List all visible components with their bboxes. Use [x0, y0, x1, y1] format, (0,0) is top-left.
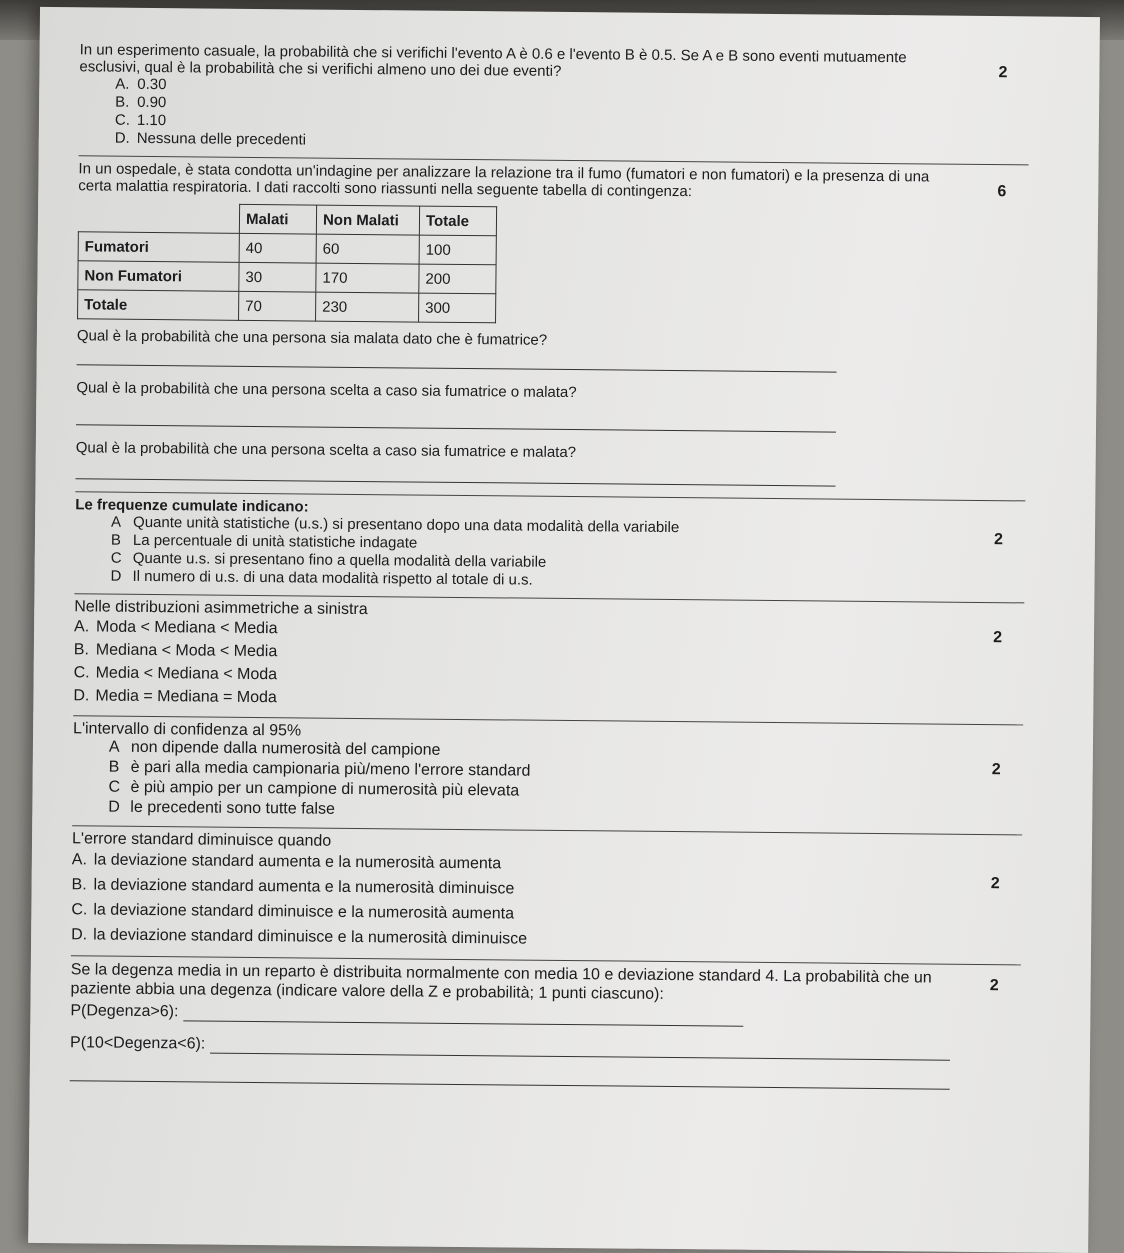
table-header: Totale [419, 206, 496, 236]
option-letter: B [110, 531, 122, 549]
table-cell: 100 [419, 235, 496, 265]
answer-row [70, 1002, 950, 1028]
question-stem: Le frequenze cumulate indicano: [75, 496, 309, 516]
option-text: 1.10 [136, 111, 167, 130]
option-letter: A. [115, 75, 130, 93]
question-stem: Se la degenza media in un reparto è distribuita normalmente con media 10 e deviazione standard 4. La probabilità che un paziente abbia una degenza (indicare valore della Z e probabilità; 1 punti ciascuno): [70, 961, 932, 1003]
option-letter: A [111, 513, 122, 531]
option-text: Quante u.s. si presentano fino a quella modalità della variabile [132, 549, 547, 571]
table-header: Malati [239, 204, 316, 234]
question-points: 2 [989, 977, 999, 995]
answer-line[interactable] [70, 1062, 950, 1089]
option-letter: A [108, 738, 120, 756]
option-letter: D. [114, 129, 130, 147]
question-points: 2 [991, 761, 1001, 779]
option-text: Mediana < Moda < Media [95, 641, 278, 661]
option-letter: B [108, 758, 120, 776]
option-text: La percentuale di unità statistiche indagate [132, 531, 418, 552]
option-text: Media < Mediana < Moda [95, 664, 278, 684]
question-4 [73, 594, 1024, 725]
option-letter: C [110, 549, 122, 567]
question-points: 2 [990, 875, 1000, 893]
answer-label: P(10<Degenza<6): [70, 1034, 206, 1053]
row-label: Fumatori [78, 232, 239, 263]
option-letter: D [110, 567, 122, 585]
option-text: 0.90 [137, 93, 167, 112]
table-corner [78, 203, 239, 234]
option-text: Il numero di u.s. di una data modalità rispetto al totale di u.s. [132, 567, 533, 589]
answer-label: P(Degenza>6): [70, 1002, 179, 1021]
option-letter: B. [73, 641, 90, 659]
question-points: 2 [993, 629, 1003, 647]
option-text: la deviazione standard aumenta e la numerosità aumenta [93, 851, 502, 873]
question-1 [79, 37, 1030, 165]
question-7 [70, 956, 1021, 1102]
option-text: Media = Mediana = Moda [95, 687, 277, 707]
question-3 [74, 492, 1025, 603]
question-points: 2 [998, 64, 1008, 82]
subquestion: Qual è la probabilità che una persona scelta a caso sia fumatrice e malata? [75, 439, 577, 462]
table-cell: 60 [316, 234, 419, 264]
option-letter: D. [71, 926, 88, 944]
answer-line[interactable] [183, 1020, 743, 1026]
table-row [78, 232, 496, 265]
option-letter: A. [73, 618, 90, 636]
questions-table [70, 37, 1030, 1102]
table-header: Non Malati [316, 205, 419, 235]
option-text: la deviazione standard diminuisce e la numerosità diminuisce [93, 926, 528, 948]
table-cell: 70 [239, 291, 316, 321]
table-cell: 40 [239, 233, 316, 263]
option-letter: B. [115, 93, 130, 111]
option-letter: D. [73, 687, 90, 705]
question-stem: L'intervallo di confidenza al 95% [73, 720, 302, 740]
question-stem: In un ospedale, è stata condotta un'indagine per analizzare la relazione tra il fumo (fumatori e non fumatori) e la presenza di una certa malattia respiratoria. I dati raccolti sono riassunti nella seguente tabella di contingenza: [78, 160, 930, 201]
table-header-row [78, 203, 496, 236]
option-text: la deviazione standard diminuisce e la numerosità aumenta [93, 901, 515, 923]
table-cell: 230 [316, 292, 419, 322]
option-letter: D [108, 798, 120, 816]
table-cell: 200 [419, 264, 496, 294]
row-label: Totale [78, 290, 239, 321]
question-stem: L'errore standard diminuisce quando [71, 830, 332, 850]
option-letter: C [108, 778, 121, 796]
option-letter: A. [71, 851, 88, 869]
table-row [78, 290, 496, 323]
option-text: Moda < Mediana < Media [95, 618, 278, 638]
question-points: 6 [997, 183, 1007, 201]
answer-row [70, 1034, 950, 1060]
table-cell: 30 [239, 262, 316, 292]
option-letter: C. [114, 111, 131, 129]
option-text: Nessuna delle precedenti [136, 129, 307, 149]
subquestion: Qual è la probabilità che una persona sia malata dato che è fumatrice? [76, 327, 548, 349]
option-text: Quante unità statistiche (u.s.) si presentano dopo una data modalità della variabile [132, 513, 680, 537]
table-cell: 300 [419, 293, 496, 323]
question-points: 2 [993, 531, 1004, 549]
option-text: la deviazione standard aumenta e la numerosità diminuisce [93, 876, 515, 898]
question-stem: Nelle distribuzioni asimmetriche a sinistra [74, 598, 368, 619]
option-letter: C. [71, 901, 88, 919]
option-text: è più ampio per un campione di numerosità più elevata [130, 778, 520, 800]
option-text: le precedenti sono tutte false [130, 798, 335, 818]
question-6 [71, 826, 1022, 965]
subquestion: Qual è la probabilità che una persona scelta a caso sia fumatrice o malata? [76, 379, 577, 402]
answer-line[interactable] [210, 1053, 950, 1061]
table-cell: 170 [316, 263, 419, 293]
option-letter: C. [73, 664, 90, 682]
question-2 [75, 156, 1028, 501]
option-text: è pari alla media campionaria più/meno l'errore standard [130, 758, 531, 780]
exam-sheet [28, 7, 1100, 1253]
table-row [78, 261, 496, 294]
question-5 [72, 716, 1023, 835]
row-label: Non Fumatori [78, 261, 239, 292]
question-stem: In un esperimento casuale, la probabilità che si verifichi l'evento A è 0.6 e l'evento B è 0.5. Se A e B sono eventi mutuamente esclusivi, qual è la probabilità che si verifichi almeno uno dei due eventi? [79, 41, 907, 80]
option-text: 0.30 [137, 75, 167, 94]
contingency-table [77, 202, 497, 323]
option-letter: B. [71, 876, 87, 894]
option-text: non dipende dalla numerosità del campione [130, 738, 441, 759]
